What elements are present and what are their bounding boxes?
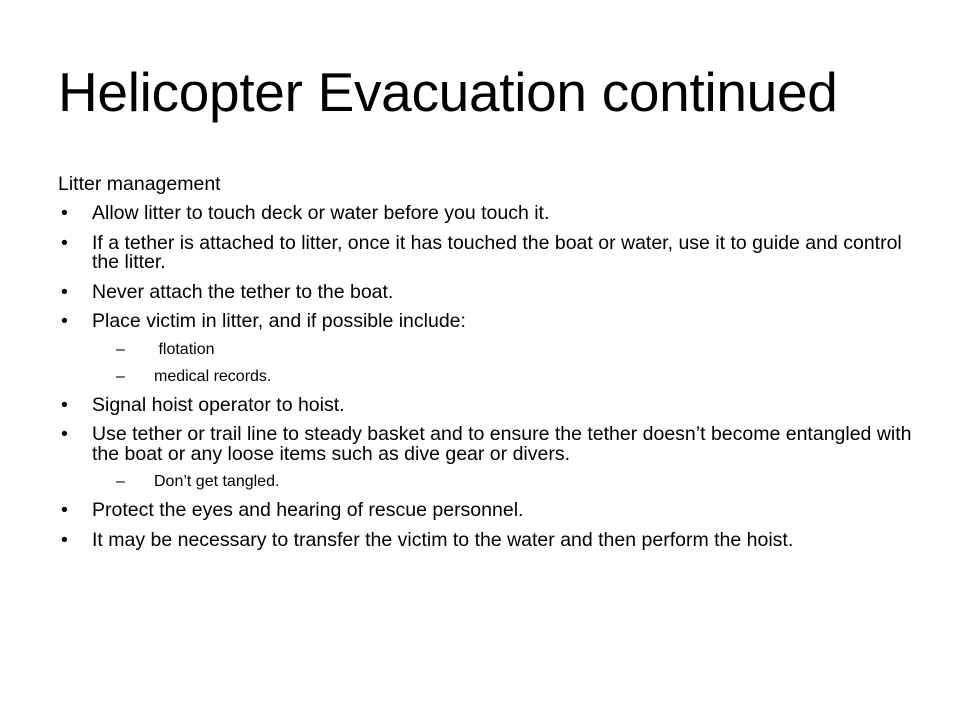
sub-bullet-item [58,472,918,491]
bullet-text: Signal hoist operator to hoist. [92,393,345,416]
bullet-item [58,204,918,224]
bullet-item [58,231,918,273]
bullet-text: Allow litter to touch deck or water before you touch it. [92,202,550,224]
dash-marker: – [116,340,125,358]
bullet-text: Use tether or trail line to steady basket and to ensure the tether doesn’t become entangled with the boat or any loose items such as dive gear or divers. [92,423,912,465]
bullet-marker: • [61,393,68,416]
bullet-marker: • [61,280,68,303]
bullet-text: If a tether is attached to litter, once it has touched the boat or water, use it to guide and control the litter. [92,231,902,273]
bullet-text: It may be necessary to transfer the victim to the water and then perform the hoist. [92,528,794,551]
slide-body [58,172,918,560]
sub-bullet-text: Don’t get tangled. [154,473,280,490]
bullet-item [58,425,918,464]
bullet-marker: • [61,499,68,521]
bullet-marker: • [61,423,68,445]
bullet-item [58,528,918,551]
dash-marker: – [116,473,125,490]
slide-title: Helicopter Evacuation continued [58,61,838,123]
bullet-marker: • [61,202,68,224]
bullet-text: Protect the eyes and hearing of rescue personnel. [92,499,524,521]
bullet-item [58,501,918,521]
bullet-item [58,393,918,416]
bullet-text: Never attach the tether to the boat. [92,280,394,303]
section-heading: Litter management [58,173,221,195]
bullet-marker: • [61,231,68,254]
bullet-marker: • [61,528,68,551]
sub-bullet-text: flotation [154,340,215,358]
bullet-item [58,312,918,332]
bullet-text: Place victim in litter, and if possible include: [92,310,466,332]
sub-bullet-item [58,367,918,386]
sub-bullet-item [58,340,918,359]
sub-bullet-text: medical records. [154,367,272,385]
dash-marker: – [116,367,125,385]
bullet-item [58,280,918,303]
bullet-marker: • [61,310,68,332]
